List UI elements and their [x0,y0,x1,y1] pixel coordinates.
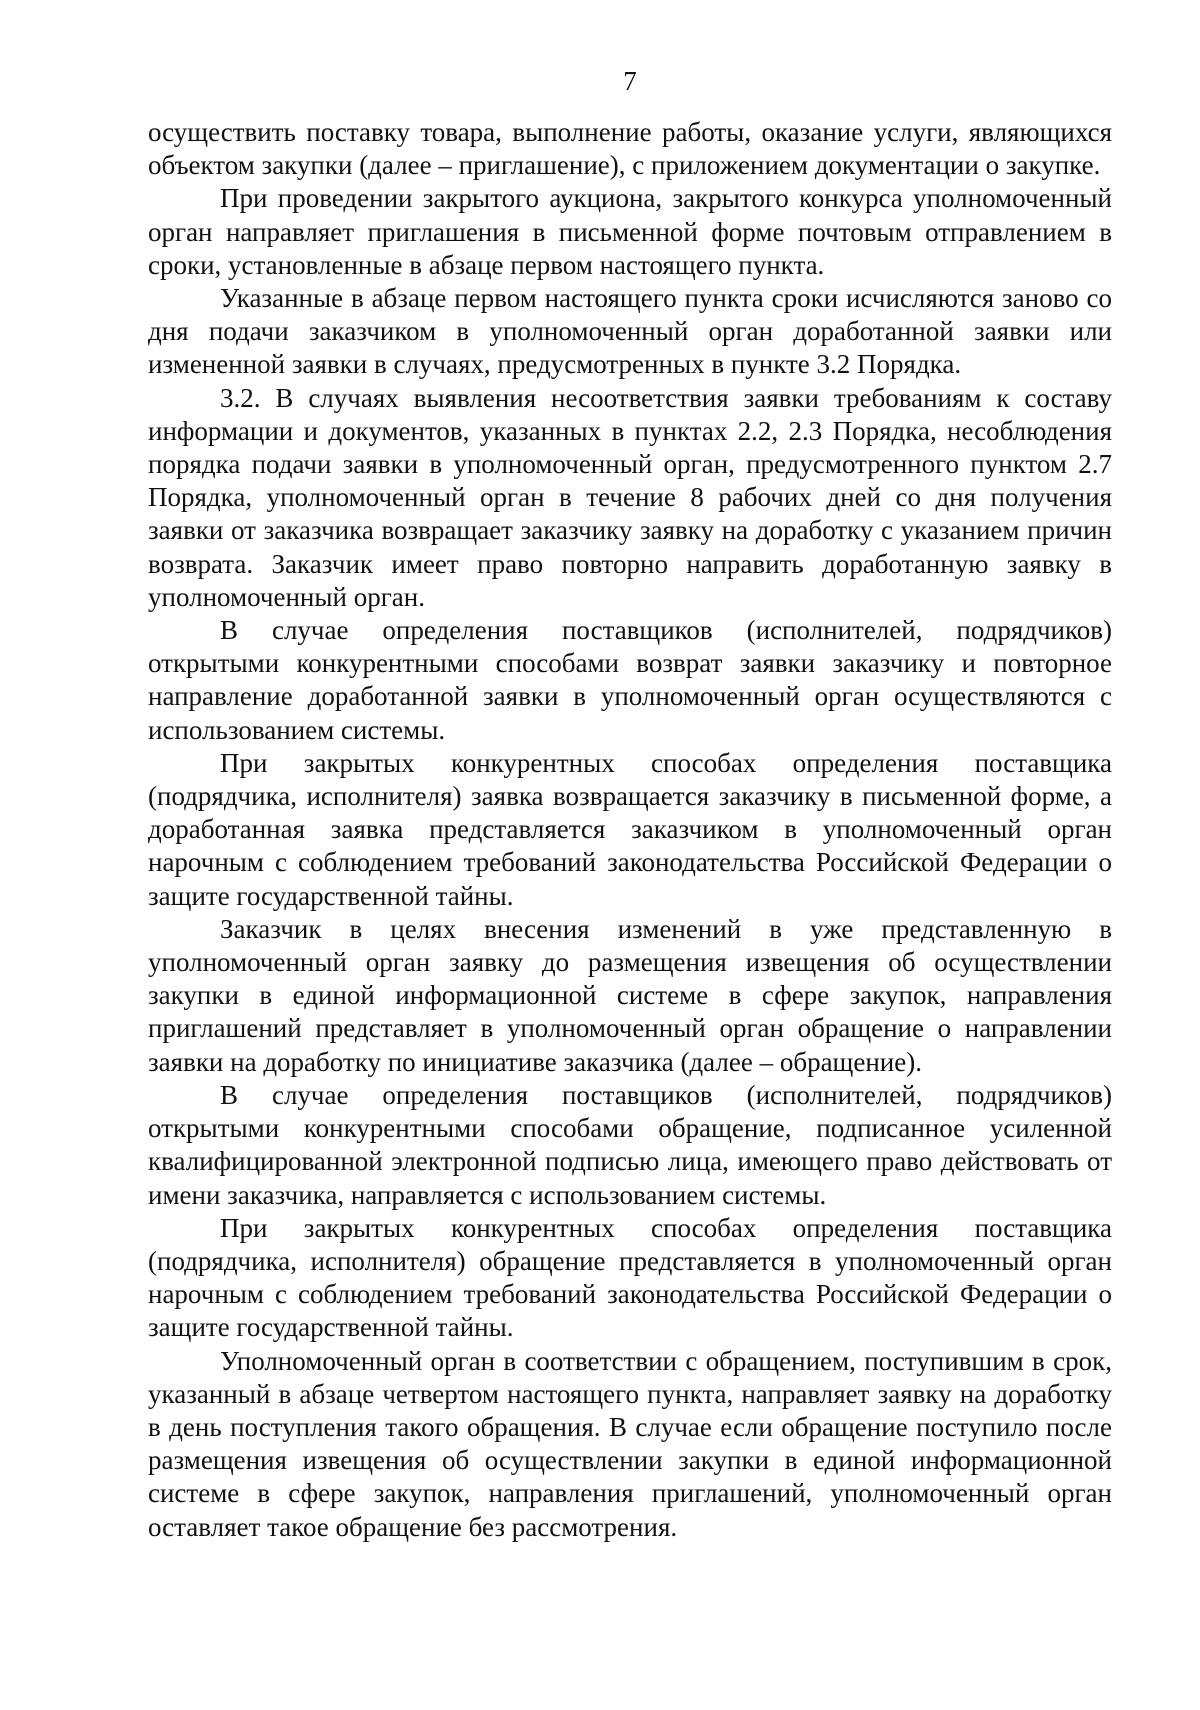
paragraph-5: В случае определения поставщиков (исполнителей, подрядчиков) открытыми конкурентными способами возврат заявки заказчику и повторное направление доработанной заявки в уполномоченный орган осуществляются с использованием системы. [148,615,1112,745]
paragraph-6: При закрытых конкурентных способах определения поставщика (подрядчика, исполнителя) заявка возвращается заказчику в письменной форме, а доработанная заявка представляется заказчиком в уполномоченный орган нарочным с соблюдением требований законодательства Российской Федерации о защите государственной тайны. [148,747,1112,911]
document-body [148,116,1112,1544]
paragraph-10: Уполномоченный орган в соответствии с обращением, поступившим в срок, указанный в абзаце четвертом настоящего пункта, направляет заявку на доработку в день поступления такого обращения. В случае если обращение поступило после размещения извещения об осуществлении закупки в единой информационной системе в сфере закупок, направления приглашений, уполномоченный орган оставляет такое обращение без рассмотрения. [148,1345,1112,1542]
paragraph-2: При проведении закрытого аукциона, закрытого конкурса уполномоченный орган направляет приглашения в письменной форме почтовым отправлением в сроки, установленные в абзаце первом настоящего пункта. [148,183,1112,280]
paragraph-3: Указанные в абзаце первом настоящего пункта сроки исчисляются заново со дня подачи заказчиком в уполномоченный орган доработанной заявки или измененной заявки в случаях, предусмотренных в пункте 3.2 Порядка. [148,283,1112,380]
paragraph-1: осуществить поставку товара, выполнение работы, оказание услуги, являющихся объектом закупки (далее – приглашение), с приложением документации о закупке. [148,117,1112,181]
paragraph-7: Заказчик в целях внесения изменений в уже представленную в уполномоченный орган заявку до размещения извещения об осуществлении закупки в единой информационной системе в сфере закупок, направления приглашений представляет в уполномоченный орган обращение о направлении заявки на доработку по инициативе заказчика (далее – обращение). [148,913,1112,1077]
page-number: 7 [623,66,637,96]
paragraph-8: В случае определения поставщиков (исполнителей, подрядчиков) открытыми конкурентными способами обращение, подписанное усиленной квалифицированной электронной подписью лица, имеющего право действовать от имени заказчика, направляется с использованием системы. [148,1079,1112,1210]
paragraph-9: При закрытых конкурентных способах определения поставщика (подрядчика, исполнителя) обращение представляется в уполномоченный орган нарочным с соблюдением требований законодательства Российской Федерации о защите государственной тайны. [148,1212,1112,1343]
paragraph-4: 3.2. В случаях выявления несоответствия заявки требованиям к составу информации и документов, указанных в пунктах 2.2, 2.3 Порядка, несоблюдения порядка подачи заявки в уполномоченный орган, предусмотренного пунктом 2.7 Порядка, уполномоченный орган в течение 8 рабочих дней со дня получения заявки от заказчика возвращает заказчику заявку на доработку с указанием причин возврата. Заказчик имеет право повторно направить доработанную заявку в уполномоченный орган. [148,382,1112,612]
